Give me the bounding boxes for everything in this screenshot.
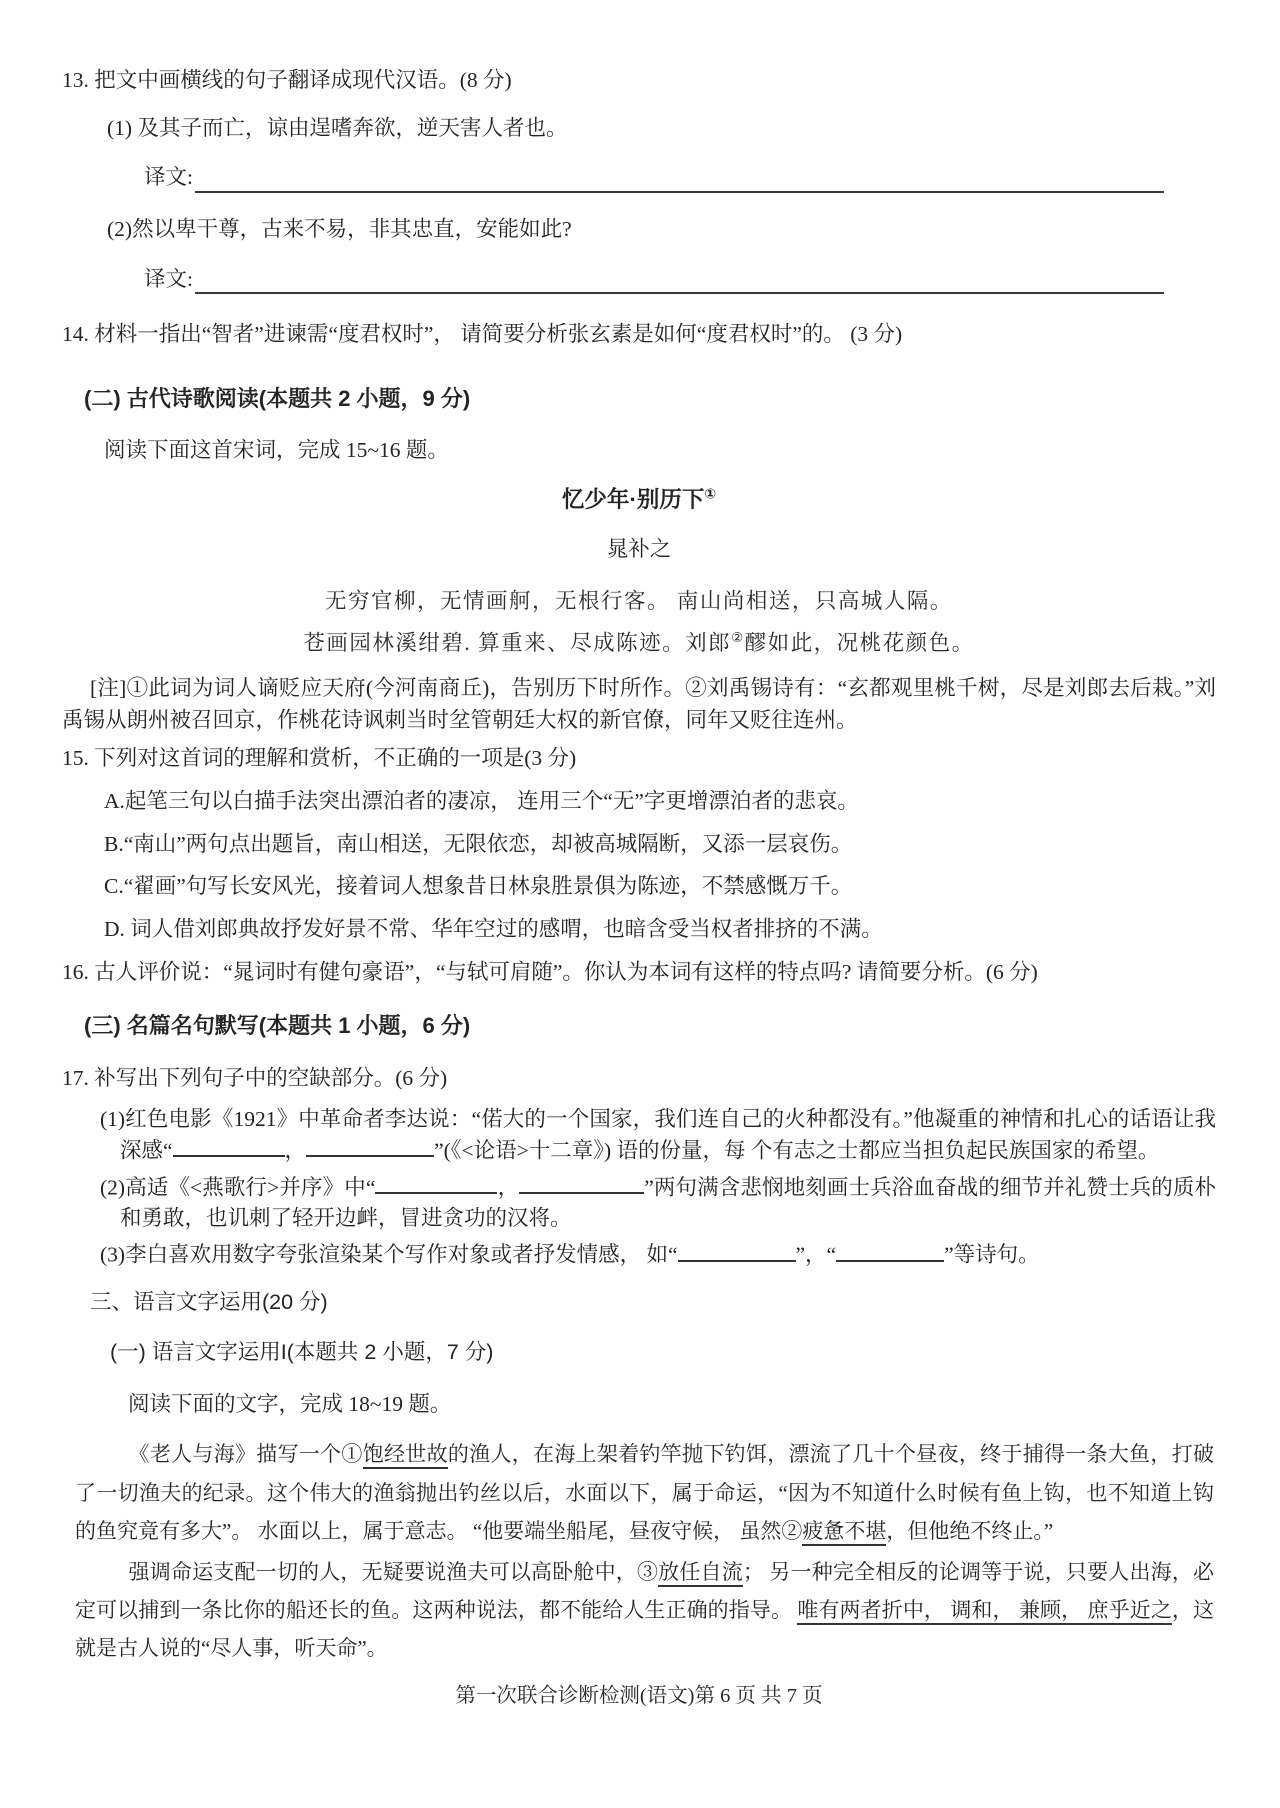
q17-title: 17. 补写出下列句子中的空缺部分。(6 分) bbox=[62, 1065, 448, 1090]
section-language-heading: 三、语言文字运用(20 分) bbox=[90, 1290, 328, 1315]
language-sub-heading: (一) 语言文字运用I(本题共 2 小题，7 分) bbox=[110, 1339, 494, 1364]
q17-item-2: (2)高适《<燕歌行>并序》中“ ， ”两句满含悲悯地刻画士兵浴血奋战的细节并礼赞士兵的质朴和勇敢，也讥刺了轻开边衅，冒进贪功的汉将。 bbox=[62, 1172, 1216, 1233]
q13-item-1: (1) 及其子而亡，谅由逞嗜奔欲，逆天害人者也。 bbox=[107, 115, 568, 140]
q13-item-2: (2)然以卑干尊，古来不易，非其忠直，安能如此? bbox=[107, 216, 572, 241]
q13-answer-line-2 bbox=[144, 265, 1164, 295]
q15-title: 15. 下列对这首词的理解和赏析，不正确的一项是(3 分) bbox=[62, 746, 577, 771]
page-footer: 第一次联合诊断检测(语文)第 6 页 共 7 页 bbox=[455, 1684, 823, 1707]
poetry-intro: 阅读下面这首宋词，完成 15~16 题。 bbox=[104, 438, 449, 463]
poem-title-text: 忆少年·别历下 bbox=[561, 486, 705, 512]
q15-option-d: D. 词人借刘郎典故抒发好景不常、华年空过的感喟，也暗含受当权者排挤的不满。 bbox=[104, 917, 883, 942]
passage-paragraph-2: 强调命运支配一切的人，无疑要说渔夫可以高卧舱中，③放任自流； 另一种完全相反的论调等于说，只要人出海，必定可以捕到一条比你的船还长的鱼。这两种说法，都不能给人生正确的指导。 唯有两者折中， 调和， 兼顾， 庶乎近之，这就是古人说的“尽人事，听天命”。 bbox=[75, 1559, 1215, 1661]
q15-option-c: C.“翟画”句写长安风光，接着词人想象昔日林泉胜景俱为陈迹，不禁感慨万千。 bbox=[104, 874, 853, 899]
q13-answer-line-1 bbox=[144, 163, 1164, 193]
q14-text: 14. 材料一指出“智者”进谏需“度君权时”， 请简要分析张玄素是如何“度君权时”的。 (3 分) bbox=[62, 322, 903, 347]
q13-title: 13. 把文中画横线的句子翻译成现代汉语。(8 分) bbox=[62, 68, 512, 92]
poem-line-1: 无穷官柳，无情画舸，无根行客。 南山尚相送，只高城人隔。 bbox=[325, 588, 953, 613]
section-dictation-heading: (三) 名篇名句默写(本题共 1 小题，6 分) bbox=[84, 1013, 471, 1039]
answer-label-1: 译文: bbox=[144, 165, 193, 190]
poem-title-note-marker: ① bbox=[704, 485, 717, 502]
poem-note: [注]①此词为词人谪贬应天府(今河南商丘)，告别历下时所作。②刘禹锡诗有：“玄都观里桃千树，尽是刘郎去后栽。”刘禹锡从朗州被召回京，作桃花诗讽刺当时坌管朝廷大权的新官僚，同年又贬往连州。 bbox=[62, 675, 1216, 733]
poem-line-2: 苍画园林溪绀碧. 算重来、尽成陈迹。刘郎②醪如此，况桃花颜色。 bbox=[303, 630, 975, 656]
poem-title bbox=[62, 484, 1216, 515]
q17-item-3: (3)李白喜欢用数字夸张渲染某个写作对象或者抒发情感， 如“ ”，“ ”等诗句。 bbox=[62, 1239, 1216, 1270]
answer-rule-1 bbox=[195, 167, 1164, 193]
q15-option-a: A.起笔三句以白描手法突出漂泊者的凄凉， 连用三个“无”字更增漂泊者的悲哀。 bbox=[104, 789, 859, 814]
q15-option-b: B.“南山”两句点出题旨，南山相送，无限依恋，却被高城隔断，又添一层哀伤。 bbox=[104, 831, 853, 856]
language-intro: 阅读下面的文字，完成 18~19 题。 bbox=[128, 1391, 452, 1416]
section-poetry-heading: (二) 古代诗歌阅读(本题共 2 小题，9 分) bbox=[84, 385, 471, 411]
poem-author: 晁补之 bbox=[606, 537, 672, 561]
answer-rule-2 bbox=[195, 269, 1164, 295]
passage-paragraph-1: 《老人与海》描写一个①饱经世故的渔人，在海上架着钓竿抛下钓饵，漂流了几十个昼夜，终于捕得一条大鱼，打破了一切渔夫的纪录。这个伟大的渔翁抛出钓丝以后，水面以下，属于命运，“因为不知道什么时候有鱼上钩，也不知道上钩的鱼究竟有多大”。 水面以上，属于意志。 “他要端坐船尾，昼夜守候， 虽然②疲惫不堪，但他绝不终止。” bbox=[75, 1435, 1214, 1550]
q16-text: 16. 古人评价说：“晁词时有健句豪语”，“与轼可肩随”。你认为本词有这样的特点吗? 请简要分析。(6 分) bbox=[62, 959, 1038, 984]
q17-item-1: (1)红色电影《1921》中革命者李达说：“偌大的一个国家，我们连自己的火种都没有。”他凝重的神情和扎心的话语让我深感“ ， ”(《<论语>十二章》) 语的份量，每 个有志之士都应当担负起民族国家的希望。 bbox=[100, 1107, 1216, 1163]
answer-label-2: 译文: bbox=[144, 266, 193, 291]
